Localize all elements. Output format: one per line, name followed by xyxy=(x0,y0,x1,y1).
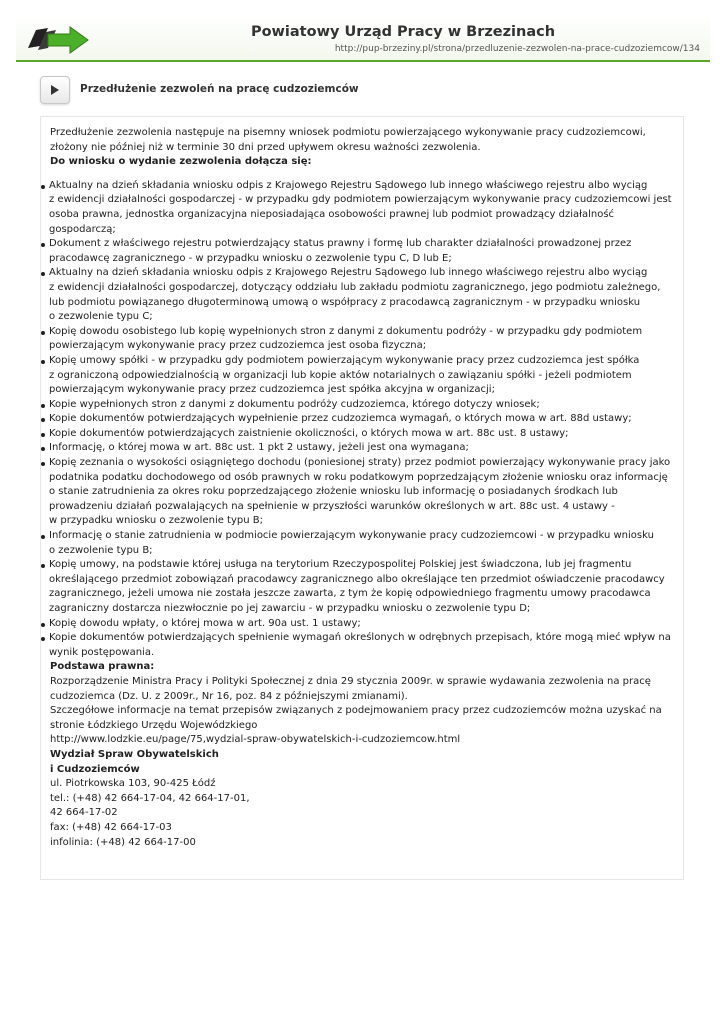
contact-phone: tel.: (+48) 42 664-17-04, 42 664-17-01, xyxy=(50,792,250,804)
legal-basis-line: cudzoziemca (Dz. U. z 2009r., Nr 16, poz. 84 z późniejszymi zmianami). xyxy=(50,690,408,702)
list-item-line: powierzającym wykonywanie pracy przez cudzoziemca jest osoba fizyczna; xyxy=(49,340,427,352)
list-item-line: z ewidencji działalności gospodarczej, dotyczący oddziału lub zakładu podmiotu zagranicznego, jego podmiotu zależnego, xyxy=(49,281,661,293)
list-item-line: o zezwolenie typu B; xyxy=(49,544,153,556)
list-item xyxy=(41,617,674,632)
list-item-line: Kopię dowodu osobistego lub kopię wypełnionych stron z danymi z dokumentu podróży - w przypadku gdy podmiotem xyxy=(49,325,643,337)
list-item xyxy=(41,325,674,354)
list-item-line: z ewidencji działalności gospodarczej - w przypadku gdy podmiotem powierzającym wykonywanie pracy cudzoziemcowi jest xyxy=(49,194,672,206)
section-title: Przedłużenie zezwoleń na pracę cudzoziemców xyxy=(80,83,359,95)
list-item xyxy=(41,529,674,558)
green-arrow-logo-icon xyxy=(26,24,90,54)
list-item-line: Kopie wypełnionych stron z danymi z dokumentu podróży cudzoziemca, którego dotyczy wniosek; xyxy=(49,398,540,410)
list-item xyxy=(41,412,674,427)
section-arrow-button[interactable] xyxy=(40,76,70,104)
list-item-line: powierzającym wykonywanie pracy przez cudzoziemca jest spółka akcyjna w organizacji; xyxy=(49,384,495,396)
list-item-line: Kopię dowodu wpłaty, o której mowa w art. 90a ust. 1 ustawy; xyxy=(49,617,361,629)
list-item xyxy=(41,441,674,456)
legal-basis-heading: Podstawa prawna: xyxy=(50,661,155,673)
legal-basis-block xyxy=(50,660,674,850)
list-item-line: o zezwolenie typu C; xyxy=(49,311,153,323)
list-item-line: Aktualny na dzień składania wniosku odpis z Krajowego Rejestru Sądowego lub innego właściwego rejestru albo wyciąg xyxy=(49,179,648,191)
list-item-line: zagranicznego, jeżeli umowa nie została jeszcze zawarta, z tym że kopię odpowiedniego fragmentu umowy pracodawca xyxy=(49,588,651,600)
list-item-line: w przypadku wniosku o zezwolenie typu B; xyxy=(49,515,263,527)
list-item xyxy=(41,237,674,266)
list-item xyxy=(41,354,674,398)
list-item-line: osoba prawna, jednostka organizacyjna nieposiadająca osobowości prawnej lub podmiot prowadzący działalność xyxy=(49,208,615,220)
list-item xyxy=(41,179,674,237)
list-item xyxy=(41,266,674,324)
attachments-list xyxy=(50,179,674,661)
list-item-line: o stanie zatrudnienia za okres roku poprzedzającego złożenie wniosku lub informację o posiadanych środkach lub xyxy=(49,486,618,498)
list-item-line: Kopie dokumentów potwierdzających spełnienie wymagań określonych w odrębnych przepisach, które mogą mieć wpływ na xyxy=(49,632,671,644)
list-item-line: Kopie dokumentów potwierdzających zaistnienie okoliczności, o których mowa w art. 88c ust. 8 ustawy; xyxy=(49,427,569,439)
list-item-line: gospodarczą; xyxy=(49,223,116,235)
contact-hotline: infolinia: (+48) 42 664-17-00 xyxy=(50,836,196,848)
list-item-line: podatnika podatku dochodowego od osób prawnych w roku podatkowym poprzedzającym złożenie wniosku oraz informację xyxy=(49,471,668,483)
list-item-line: Informację o stanie zatrudnienia w podmiocie powierzającym wykonywanie pracy cudzoziemcowi - w przypadku wniosku xyxy=(49,530,654,542)
list-item-line: określającego przedmiot zobowiązań pracodawcy zagranicznego albo określające ten przedmiot oświadczenie pracodawcy xyxy=(49,573,665,585)
contact-phone: 42 664-17-02 xyxy=(50,807,118,819)
list-item-line: lub podmiotu powiązanego długoterminową umową o współpracy z pracodawcą zagranicznym - w przypadku wniosku xyxy=(49,296,641,308)
attachments-heading: Do wniosku o wydanie zezwolenia dołącza się: xyxy=(50,156,312,168)
list-item-line: Informację, o której mowa w art. 88c ust. 1 pkt 2 ustawy, jeżeli jest ona wymagana; xyxy=(49,442,469,454)
list-item-line: prowadzeniu działań pozwalających na spełnienie w przyszłości warunków określonych w art. 88c ust. 4 ustawy - xyxy=(49,500,615,512)
intro-line: złożony nie później niż w terminie 30 dni przed upływem okresu ważności zezwolenia. xyxy=(50,141,481,153)
list-item-line: Aktualny na dzień składania wniosku odpis z Krajowego Rejestru Sądowego lub innego właściwego rejestru albo wyciąg xyxy=(49,267,648,279)
list-item xyxy=(41,456,674,529)
content-panel xyxy=(40,116,684,880)
voivodeship-office-link[interactable]: http://www.lodzkie.eu/page/75,wydzial-spraw-obywatelskich-i-cudzoziemcow.html xyxy=(50,734,461,746)
list-item-line: z ograniczoną odpowiedzialnością w organizacji lub kopie aktów notarialnych o zawiązaniu spółki - jeżeli podmiotem xyxy=(49,369,632,381)
list-item-line: Kopie dokumentów potwierdzających wypełnienie przez cudzoziemca wymagań, o których mowa w art. 88d ustawy; xyxy=(49,413,632,425)
list-item-line: zagraniczny dostarcza niezwłocznie po jej zawarciu - w przypadku wniosku o zezwolenie typu D; xyxy=(49,603,531,614)
legal-basis-line: Rozporządzenie Ministra Pracy i Polityki Społecznej z dnia 29 stycznia 2009r. w sprawie wydawania zezwolenia na pracę xyxy=(50,675,651,687)
list-item xyxy=(41,427,674,442)
info-line: stronie Łódzkiego Urzędu Wojewódzkiego xyxy=(50,719,258,731)
department-name: i Cudzoziemców xyxy=(50,763,140,775)
list-item xyxy=(41,631,674,660)
page-url: http://pup-brzeziny.pl/strona/przedluzenie-zezwolen-na-prace-cudzoziemcow/134 xyxy=(334,44,700,54)
list-item-line: pracodawcę zagranicznego - w przypadku wniosku o zezwolenie typu C, D lub E; xyxy=(49,252,452,264)
list-item-line: Kopię umowy, na podstawie której usługa na terytorium Rzeczypospolitej Polskiej jest świadczona, lub jej fragmentu xyxy=(49,559,632,571)
intro-text xyxy=(50,126,674,170)
contact-address: ul. Piotrkowska 103, 90-425 Łódź xyxy=(50,778,216,790)
list-item-line: Kopię umowy spółki - w przypadku gdy podmiotem powierzającym wykonywanie pracy przez cudzoziemca jest spółka xyxy=(49,354,640,366)
contact-fax: fax: (+48) 42 664-17-03 xyxy=(50,821,172,833)
intro-line: Przedłużenie zezwolenia następuje na pisemny wniosek podmiotu powierzającego wykonywanie pracy cudzoziemcowi, xyxy=(50,127,646,138)
list-item-line: Dokument z właściwego rejestru potwierdzający status prawny i formę lub charakter działalności prowadzonej przez xyxy=(49,238,632,250)
page-header xyxy=(16,14,710,62)
department-name: Wydział Spraw Obywatelskich xyxy=(50,748,219,760)
site-title: Powiatowy Urząd Pracy w Brzezinach xyxy=(250,24,556,40)
list-item-line: Kopię zeznania o wysokości osiągniętego dochodu (poniesionej straty) przez podmiot powierzający wykonywanie pracy jako xyxy=(49,457,671,469)
list-item xyxy=(41,398,674,413)
list-item xyxy=(41,558,674,616)
list-item-line: wynik postępowania. xyxy=(49,646,155,658)
section-heading xyxy=(40,76,684,106)
info-line: Szczegółowe informacje na temat przepisów związanych z podejmowaniem pracy przez cudzoziemców można uzyskać na xyxy=(50,705,662,717)
play-arrow-icon xyxy=(50,84,60,96)
